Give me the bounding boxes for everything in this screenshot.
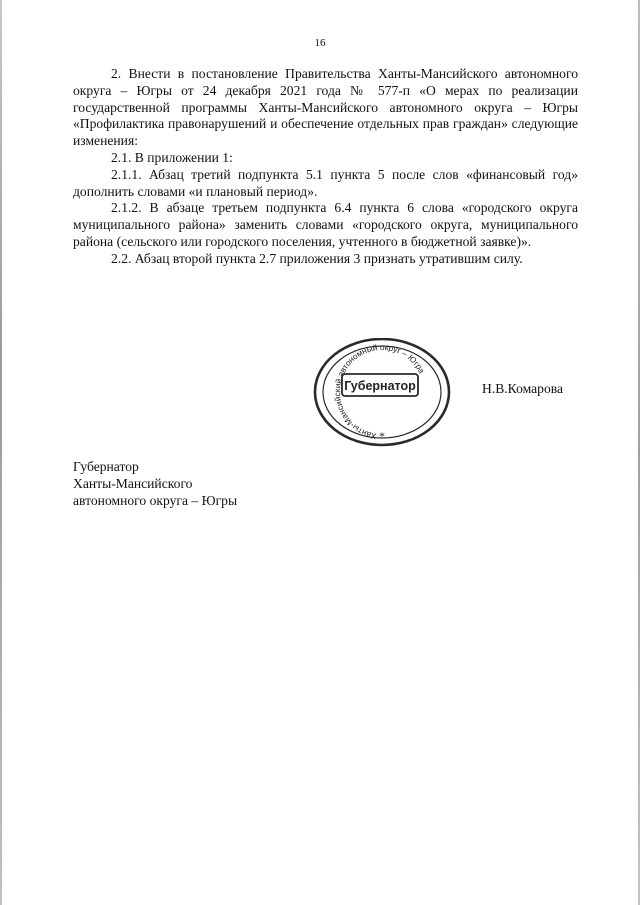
official-seal	[313, 338, 451, 448]
seal-center-text: Губернатор	[344, 379, 416, 393]
page-number: 16	[314, 37, 326, 49]
signatory-title	[73, 459, 273, 509]
seal-ring-text: Ханты-Мансийский автономный округ – Югра	[332, 342, 427, 441]
paragraph-2-1-1: 2.1.1. Абзац третий подпункта 5.1 пункта 5 после слов «финансовый год» дополнить словами «и плановый период».	[73, 166, 578, 199]
signatory-name: Н.В.Комарова	[482, 381, 564, 396]
paragraph-2-1: 2.1. В приложении 1:	[111, 149, 233, 165]
paragraph-2-1-2: 2.1.2. В абзаце третьем подпункта 6.4 пункта 6 слова «городского округа муниципального района» заменить словами «городского округа, муниципального района (сельского или городского поселения, учтенного в бюджетной заявке)».	[73, 200, 578, 249]
scan-edge-left	[0, 0, 2, 905]
document-body	[73, 66, 578, 268]
paragraph-2-2: 2.2. Абзац второй пункта 2.7 приложения 3 признать утратившим силу.	[111, 250, 523, 266]
seal-star: *	[379, 429, 385, 443]
signatory-title-line: Ханты-Мансийского	[73, 475, 193, 491]
paragraph-2: 2. Внести в постановление Правительства Ханты-Мансийского автономного округа – Югры от 24 декабря 2021 года № 577-п «О мерах по реализации государственной программы Ханты-Мансийского автономного округа – Югры «Профилактика правонарушений и обеспечение отдельных прав граждан» следующие изменения:	[73, 66, 578, 149]
signatory-title-line: автономного округа – Югры	[73, 492, 238, 508]
signatory-title-line: Губернатор	[73, 459, 139, 474]
